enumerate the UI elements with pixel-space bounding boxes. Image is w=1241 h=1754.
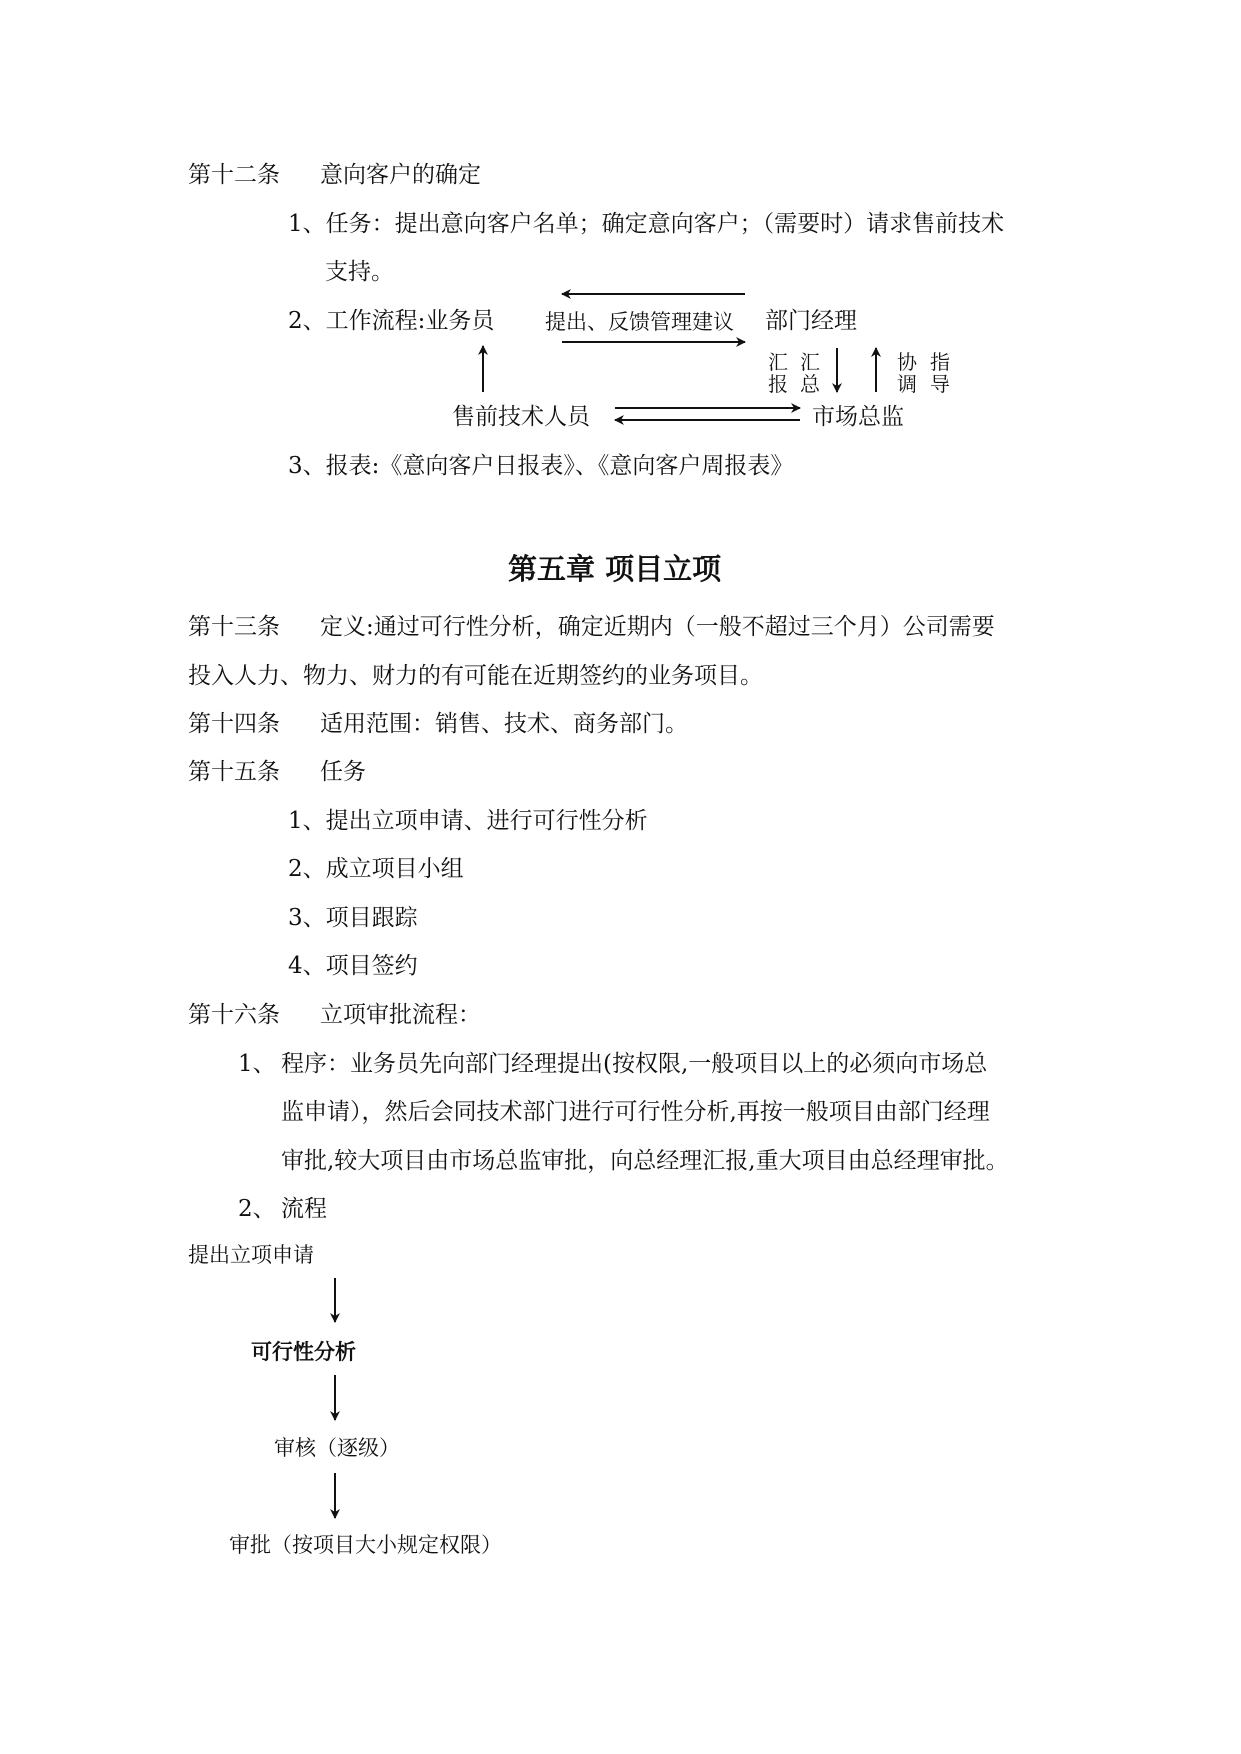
article-12-item-3: 3、报表:《意向客户日报表》、《意向客户周报表》 bbox=[288, 453, 794, 479]
approval-step-1: 提出立项申请 bbox=[188, 1243, 314, 1267]
article-16-item-2-number: 2、 bbox=[238, 1196, 276, 1222]
article-15-item: 1、提出立项申请、进行可行性分析 bbox=[288, 808, 648, 834]
article-16-item-1-line-1: 程序：业务员先向部门经理提出(按权限,一般项目以上的必须向市场总 bbox=[281, 1051, 988, 1077]
flow-side-label: 调 bbox=[897, 372, 917, 396]
article-15-item: 2、成立项目小组 bbox=[288, 856, 464, 882]
chapter-title: 第五章 项目立项 bbox=[508, 552, 722, 586]
article-13-line-1: 定义:通过可行性分析，确定近期内（一般不超过三个月）公司需要 bbox=[320, 614, 995, 640]
article-12-title: 意向客户的确定 bbox=[320, 162, 481, 188]
article-15-title: 任务 bbox=[320, 759, 366, 785]
flow-side-label: 汇 bbox=[800, 350, 820, 374]
flow-side-label: 报 bbox=[768, 372, 788, 396]
article-16-item-2-title: 流程 bbox=[281, 1196, 327, 1222]
article-16-item-1-line-3: 审批,较大项目由市场总监审批，向总经理汇报,重大项目由总经理审批。 bbox=[281, 1148, 1009, 1174]
flow-side-label: 总 bbox=[800, 372, 820, 396]
article-16-heading: 第十六条 bbox=[188, 1002, 280, 1028]
article-16-item-1-number: 1、 bbox=[238, 1051, 276, 1077]
flow-arrow-label: 提出、反馈管理建议 bbox=[545, 310, 734, 334]
article-12-item-2-label: 2、工作流程:业务员 bbox=[288, 308, 495, 334]
flow-side-label: 导 bbox=[930, 372, 950, 396]
article-12-item-1-line-1: 1、任务：提出意向客户名单；确定意向客户；（需要时）请求售前技术 bbox=[288, 211, 1005, 237]
flow-side-label: 协 bbox=[897, 350, 917, 374]
article-16-title: 立项审批流程： bbox=[320, 1002, 481, 1028]
approval-step-4: 审批（按项目大小规定权限） bbox=[229, 1533, 502, 1557]
flow-node-dept-manager: 部门经理 bbox=[765, 308, 857, 334]
article-15-heading: 第十五条 bbox=[188, 759, 280, 785]
article-13-heading: 第十三条 bbox=[188, 614, 280, 640]
flow-side-label: 指 bbox=[930, 350, 950, 374]
article-14-text: 适用范围：销售、技术、商务部门。 bbox=[320, 711, 688, 737]
flow-node-presales: 售前技术人员 bbox=[452, 404, 590, 430]
article-14-heading: 第十四条 bbox=[188, 711, 280, 737]
approval-step-3: 审核（逐级） bbox=[274, 1436, 400, 1460]
article-15-item: 3、项目跟踪 bbox=[288, 905, 418, 931]
approval-step-2: 可行性分析 bbox=[251, 1340, 356, 1364]
article-16-item-1-line-2: 监申请），然后会同技术部门进行可行性分析,再按一般项目由部门经理 bbox=[281, 1099, 990, 1125]
article-12-heading: 第十二条 bbox=[188, 162, 280, 188]
flow-side-label: 汇 bbox=[768, 350, 788, 374]
article-15-item: 4、项目签约 bbox=[288, 953, 418, 979]
article-13-line-2: 投入人力、物力、财力的有可能在近期签约的业务项目。 bbox=[188, 663, 763, 689]
article-12-item-1-line-2: 支持。 bbox=[325, 259, 394, 285]
flow-node-market-director: 市场总监 bbox=[812, 404, 904, 430]
